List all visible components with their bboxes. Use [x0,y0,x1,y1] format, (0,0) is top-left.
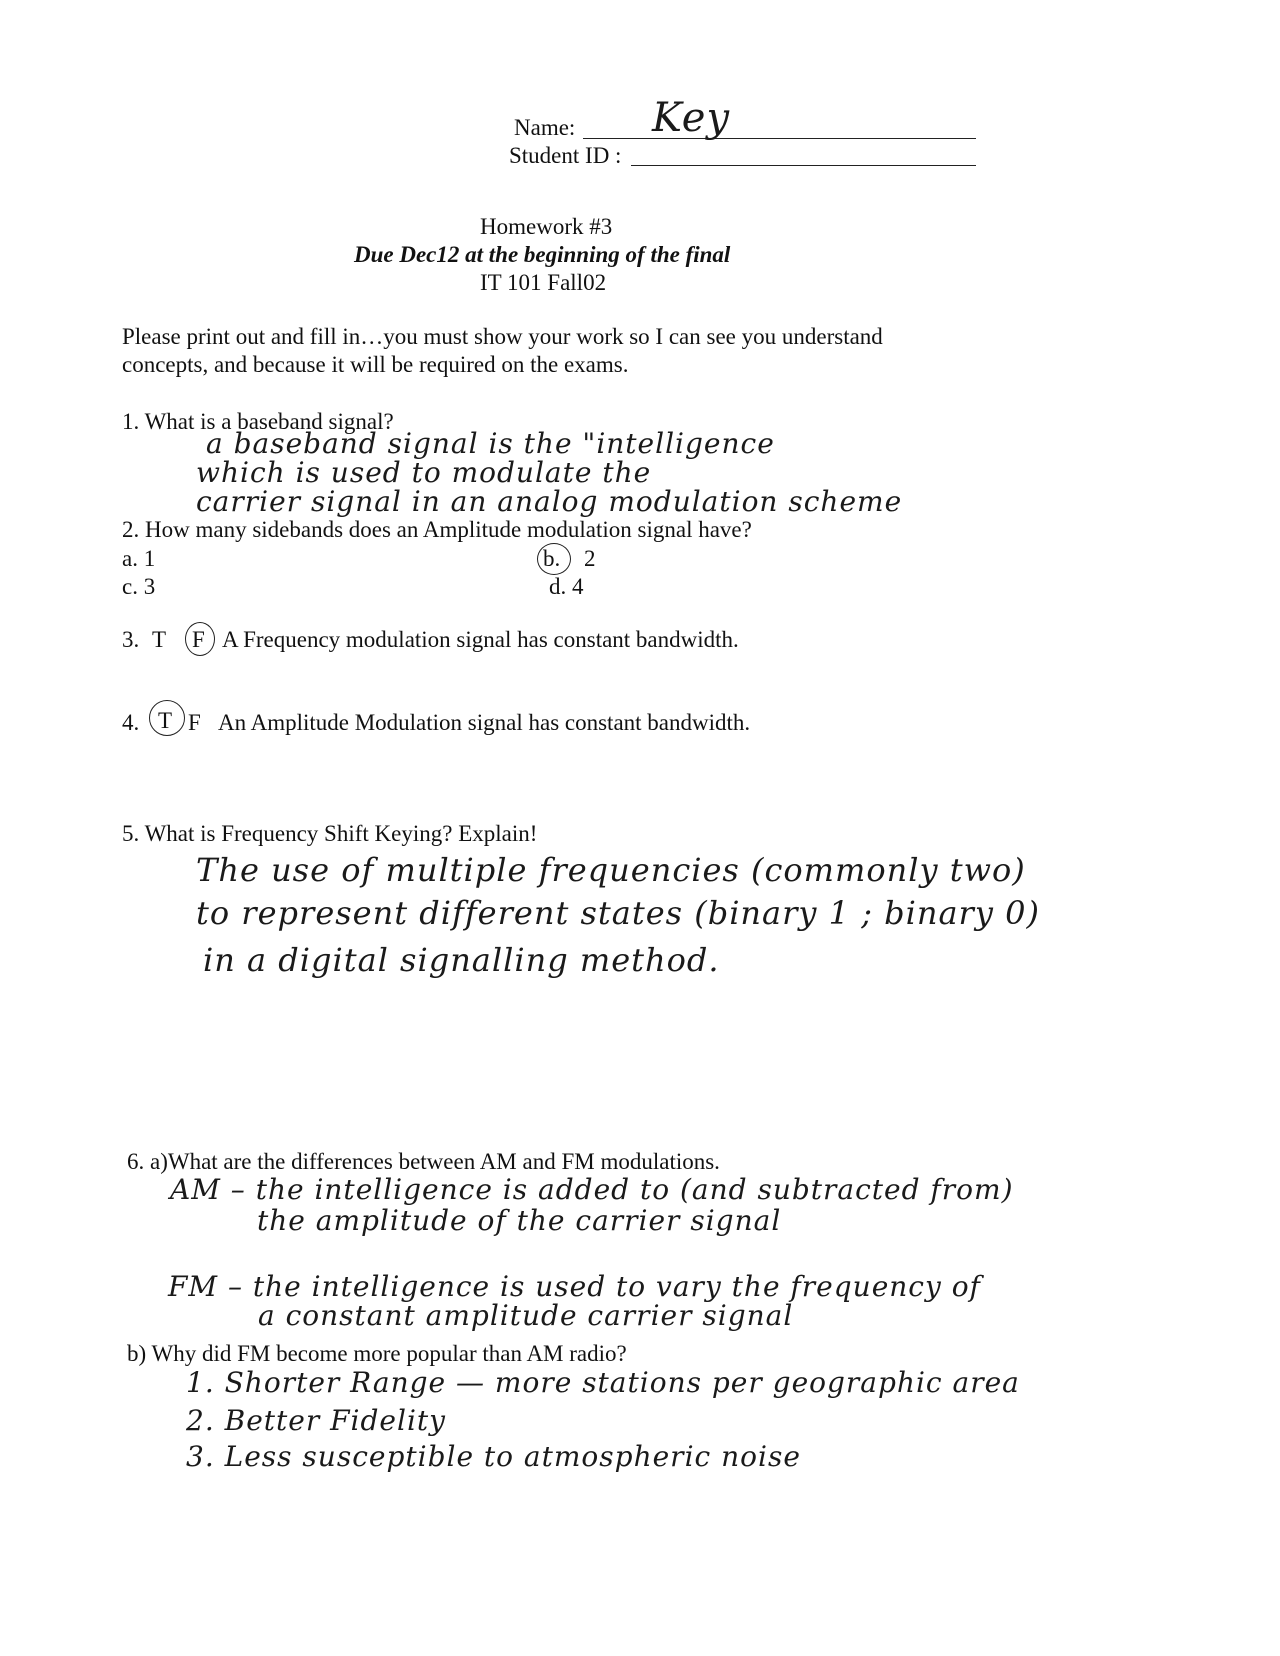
q6a-fm-line-1: FM – the intelligence is used to vary the frequency of [168,1270,981,1303]
q5-answer-line-1: The use of multiple frequencies (commonly two) [196,851,1026,889]
q3-statement: A Frequency modulation signal has constant bandwidth. [222,627,739,652]
instructions-line-2: concepts, and because it will be required on the exams. [122,352,629,377]
q6a-fm-line-2: a constant amplitude carrier signal [258,1299,794,1332]
name-value: Key [652,95,731,141]
student-id-line [631,165,976,166]
name-label: Name: [514,115,576,140]
homework-title: Homework #3 [480,214,613,239]
q3-true: T [152,627,167,652]
course-name: IT 101 Fall02 [480,270,607,295]
q6b-answer-2: 2. Better Fidelity [186,1404,446,1437]
q6a-question: 6. a)What are the differences between AM and FM modulations. [127,1149,720,1174]
q1-answer-line-2: which is used to modulate the [196,456,652,489]
q6b-question: b) Why did FM become more popular than AM radio? [127,1341,627,1366]
q2-option-a: a. 1 [122,546,156,571]
q1-answer-line-3: carrier signal in an analog modulation scheme [196,485,903,518]
q4-true: T [158,708,173,733]
q4-false: F [188,710,201,735]
student-id-label: Student ID : [509,143,622,168]
q1-answer-line-1: a baseband signal is the "intelligence [206,427,775,460]
q6a-am-line-1: AM – the intelligence is added to (and subtracted from) [170,1173,1014,1206]
name-line [583,138,976,139]
q5-answer-line-3: in a digital signalling method. [203,941,720,979]
q5-answer-line-2: to represent different states (binary 1 ; binary 0) [196,894,1040,932]
q3-number: 3. [122,627,140,652]
q2-question: 2. How many sidebands does an Amplitude modulation signal have? [122,517,752,542]
q2-option-b-letter: b. [543,546,561,571]
q3-false: F [192,627,205,652]
q2-option-d: d. 4 [549,574,584,599]
q2-option-b-value: 2 [584,546,596,571]
instructions-line-1: Please print out and fill in…you must show your work so I can see you understand [122,324,883,349]
q4-statement: An Amplitude Modulation signal has constant bandwidth. [218,710,751,735]
q2-option-c: c. 3 [122,574,156,599]
q5-question: 5. What is Frequency Shift Keying? Explain! [122,821,538,846]
q6b-answer-3: 3. Less susceptible to atmospheric noise [186,1440,801,1473]
q6b-answer-1: 1. Shorter Range — more stations per geographic area [186,1366,1020,1399]
q6a-am-line-2: the amplitude of the carrier signal [257,1204,782,1237]
due-date: Due Dec12 at the beginning of the final [354,242,731,267]
q1-question: 1. What is a baseband signal? [122,409,394,434]
q4-number: 4. [122,710,140,735]
